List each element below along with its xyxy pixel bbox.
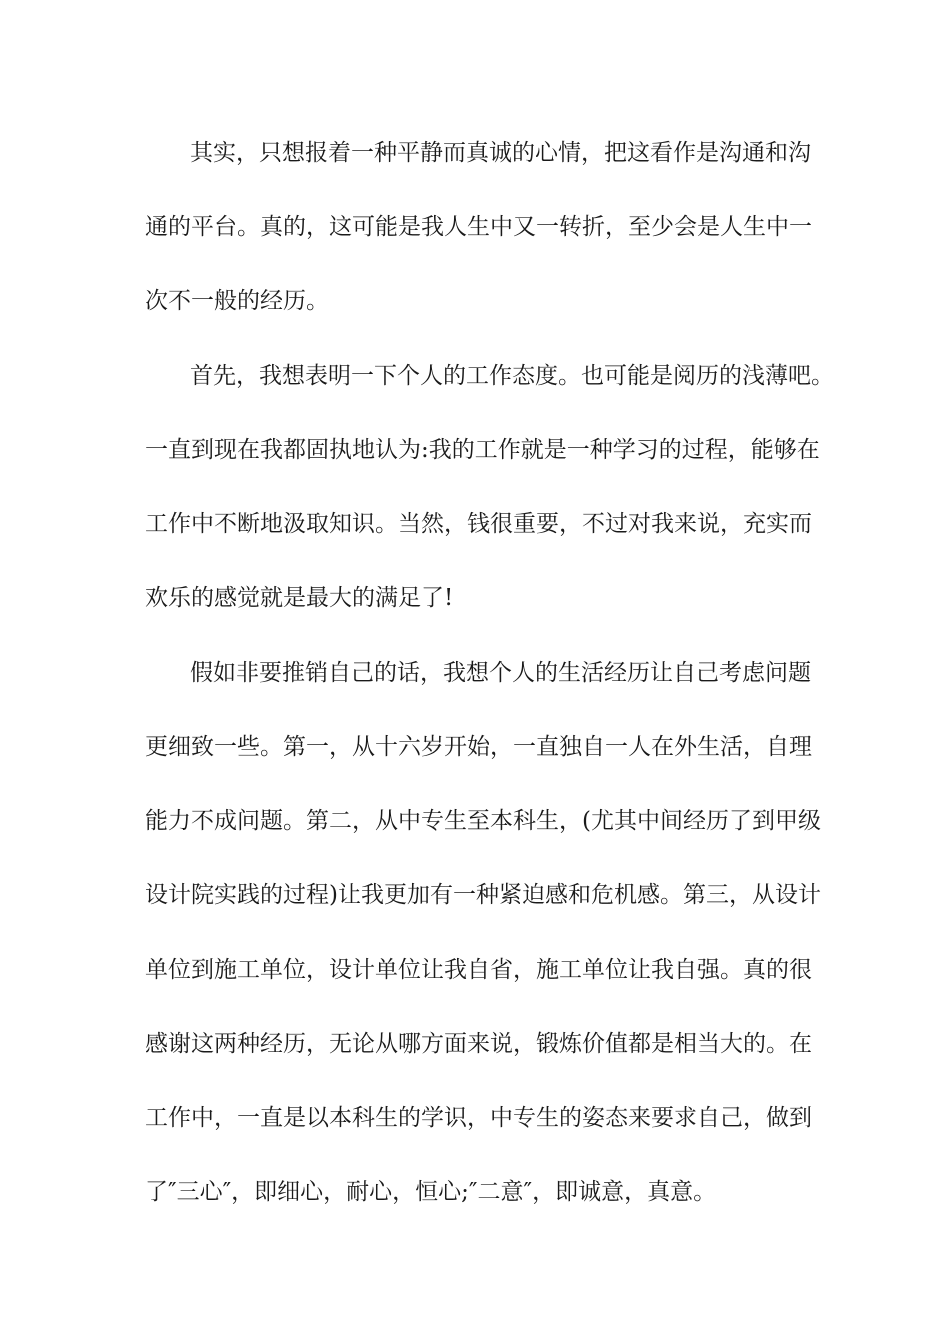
text-line: 其实，只想报着一种平静而真诚的心情，把这看作是沟通和沟 (190, 140, 811, 166)
text-line: 首先，我想表明一下个人的工作态度。也可能是阅历的浅薄吧。 (190, 363, 834, 389)
text-line: 假如非要推销自己的话，我想个人的生活经历让自己考虑问题 (190, 660, 811, 686)
text-line: 设计院实践的过程)让我更加有一种紧迫感和危机感。第三，从设计 (145, 882, 821, 908)
text-line: 通的平台。真的，这可能是我人生中又一转折，至少会是人生中一 (145, 214, 812, 240)
text-line: 工作中，一直是以本科生的学识，中专生的姿态来要求自己，做到 (145, 1105, 812, 1131)
text-line: 一直到现在我都固执地认为:我的工作就是一种学习的过程，能够在 (145, 437, 820, 463)
text-line: 更细致一些。第一，从十六岁开始，一直独自一人在外生活，自理 (145, 734, 812, 760)
text-line: 欢乐的感觉就是最大的满足了! (145, 585, 454, 611)
text-line: 次不一般的经历。 (145, 288, 329, 314)
text-line: 能力不成问题。第二，从中专生至本科生，(尤其中间经历了到甲级 (145, 808, 821, 834)
text-line: 工作中不断地汲取知识。当然，钱很重要，不过对我来说，充实而 (145, 511, 812, 537)
text-line: 了″三心″，即细心，耐心，恒心;″二意″，即诚意，真意。 (145, 1179, 717, 1205)
text-line: 感谢这两种经历，无论从哪方面来说，锻炼价值都是相当大的。在 (145, 1031, 812, 1057)
text-line: 单位到施工单位，设计单位让我自省，施工单位让我自强。真的很 (145, 957, 812, 983)
